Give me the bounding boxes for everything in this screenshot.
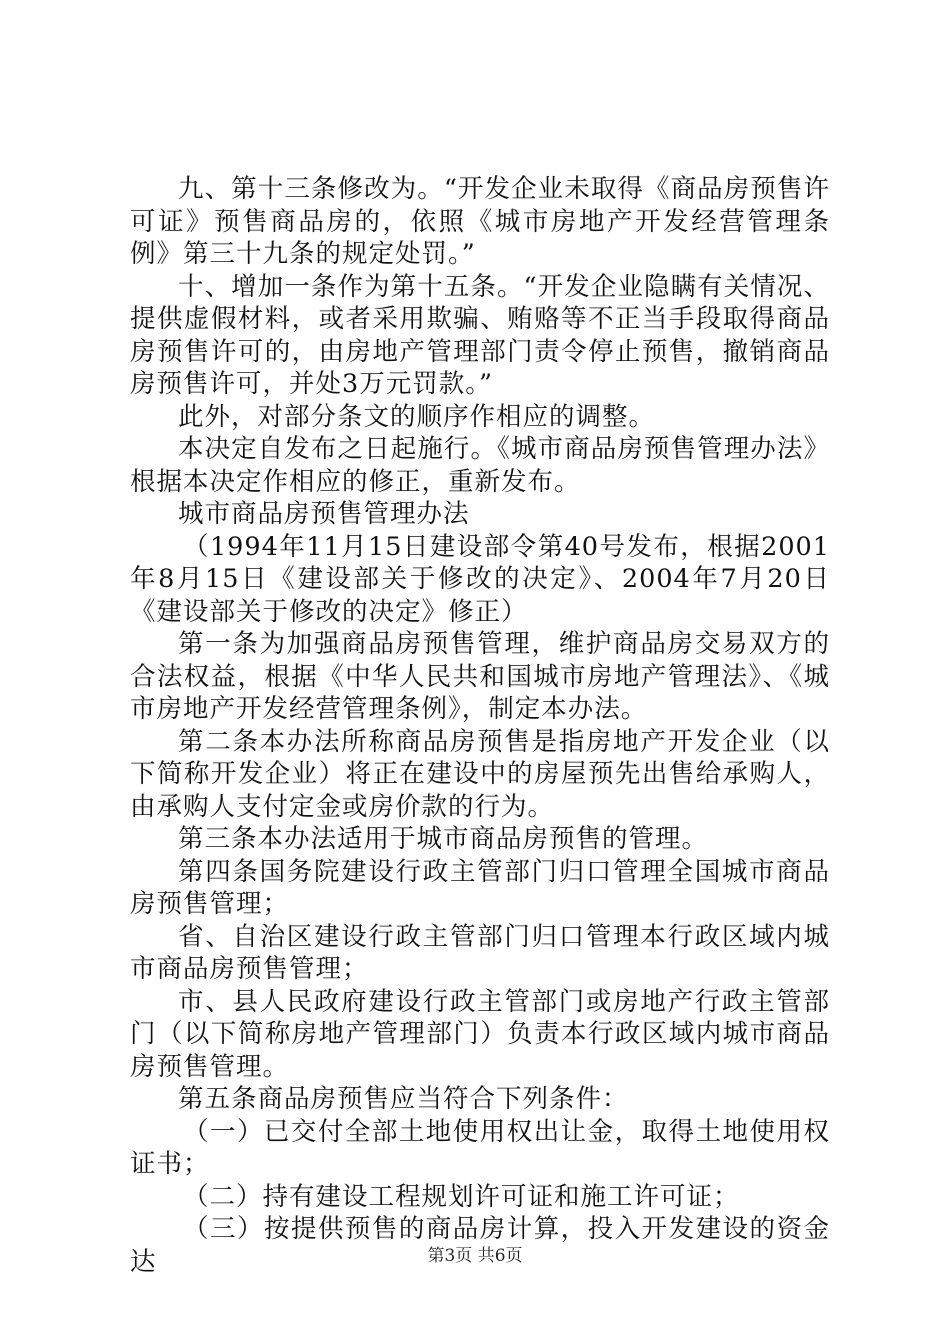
paragraph-item-10: 十、增加一条作为第十五条。“开发企业隐瞒有关情况、提供虚假材料，或者采用欺骗、贿赂等不正当手段取得商品房预售许可的，由房地产管理部门责令停止预售，撤销商品房预售许可，并处3万元罚款。” xyxy=(130,271,830,399)
article-5-condition-2: （二）持有建设工程规划许可证和施工许可证； xyxy=(183,1181,740,1212)
article-5-condition-1: （一）已交付全部土地使用权出让金，取得土地使用权证书； xyxy=(130,1116,830,1179)
article-1: 第一条为加强商品房预售管理，维护商品房交易双方的合法权益，根据《中华人民共和国城市房地产管理法》、《城市房地产开发经营管理条例》，制定本办法。 xyxy=(130,629,830,724)
article-5-condition-3: （三）按提供预售的商品房计算，投入开发建设的资金达 xyxy=(130,1214,830,1277)
page-number-footer: 第3页 共6页 xyxy=(427,1246,523,1266)
article-4: 第四条国务院建设行政主管部门归口管理全国城市商品房预售管理； xyxy=(130,856,830,919)
regulation-title: 城市商品房预售管理办法 xyxy=(178,499,470,529)
paragraph-item-9: 九、第十三条修改为。“开发企业未取得《商品房预售许可证》预售商品房的，依照《城市房地产开发经营管理条例》第三十九条的规定处罚。” xyxy=(130,174,830,269)
article-3: 第三条本办法适用于城市商品房预售的管理。 xyxy=(178,824,709,854)
article-4-municipal: 市、县人民政府建设行政主管部门或房地产行政主管部门（以下简称房地产管理部门）负责本行政区域内城市商品房预售管理。 xyxy=(130,986,830,1082)
article-2: 第二条本办法所称商品房预售是指房地产开发企业（以下简称开发企业）将正在建设中的房屋预先出售给承购人，由承购人支付定金或房价款的行为。 xyxy=(130,726,830,822)
document-body xyxy=(130,173,830,1278)
regulation-history-note: （1994年11月15日建设部令第40号发布，根据2001年8月15日《建设部关于修改的决定》、2004年7月20日《建设部关于修改的决定》修正） xyxy=(130,531,830,627)
article-4-provincial: 省、自治区建设行政主管部门归口管理本行政区域内城市商品房预售管理； xyxy=(130,921,830,984)
paragraph-additional-note: 此外，对部分条文的顺序作相应的调整。 xyxy=(178,401,656,432)
article-5: 第五条商品房预售应当符合下列条件： xyxy=(178,1084,629,1114)
paragraph-effective-date: 本决定自发布之日起施行。《城市商品房预售管理办法》根据本决定作相应的修正，重新发布。 xyxy=(130,434,830,497)
